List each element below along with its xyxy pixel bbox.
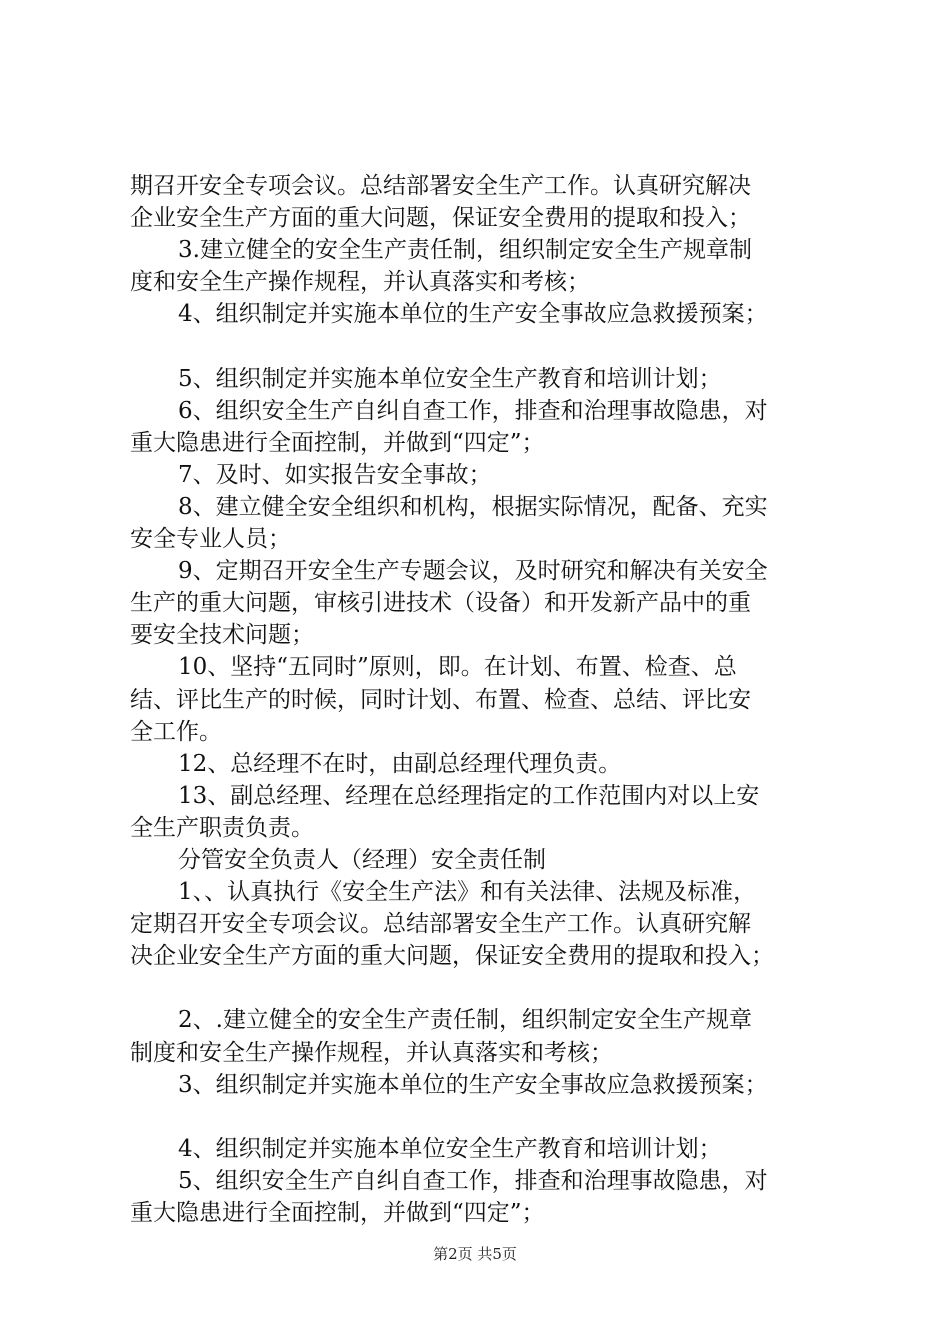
text-line: 重大隐患进行全面控制，并做到“四定”； <box>130 1200 545 1226</box>
section-heading: 分管安全负责人（经理）安全责任制 <box>178 846 546 873</box>
paragraph-gap <box>130 1101 840 1133</box>
text-line: 9、定期召开安全生产专题会议，及时研究和解决有关安全 <box>178 558 768 585</box>
text-line: 企业安全生产方面的重大问题，保证安全费用的提取和投入； <box>130 205 751 232</box>
text-line: 生产的重大问题，审核引进技术（设备）和开发新产品中的重 <box>130 590 751 617</box>
text-line: 3、组织制定并实施本单位的生产安全事故应急救援预案； <box>178 1071 768 1098</box>
page-number-footer: 第2页 共5页 <box>433 1245 517 1263</box>
document-body <box>130 170 840 1229</box>
text-line: 5、组织安全生产自纠自查工作，排查和治理事故隐患，对 <box>178 1167 768 1194</box>
text-line: 3.建立健全的安全生产责任制，组织制定安全生产规章制 <box>178 237 752 264</box>
text-line: 定期召开安全专项会议。总结部署安全生产工作。认真研究解 <box>130 911 751 938</box>
text-line: 制度和安全生产操作规程，并认真落实和考核； <box>130 1039 613 1066</box>
text-line: 4、组织制定并实施本单位的生产安全事故应急救援预案； <box>178 301 768 328</box>
text-line: 5、组织制定并实施本单位安全生产教育和培训计划； <box>178 365 722 392</box>
text-line: 13、副总经理、经理在总经理指定的工作范围内对以上安 <box>178 782 760 809</box>
text-line: 7、及时、如实报告安全事故； <box>178 461 492 488</box>
text-line: 6、组织安全生产自纠自查工作，排查和治理事故隐患，对 <box>178 397 768 424</box>
text-line: 2、.建立健全的安全生产责任制，组织制定安全生产规章 <box>178 1007 752 1034</box>
text-line: 决企业安全生产方面的重大问题，保证安全费用的提取和投入； <box>130 943 774 970</box>
text-line: 度和安全生产操作规程，并认真落实和考核； <box>130 269 590 296</box>
text-line: 10、坚持“五同时”原则，即。在计划、布置、检查、总 <box>178 654 737 681</box>
paragraph-gap <box>130 972 840 1004</box>
text-line: 全工作。 <box>130 718 222 745</box>
paragraph-gap <box>130 330 840 362</box>
text-line: 12、总经理不在时，由副总经理代理负责。 <box>178 750 622 777</box>
text-line: 期召开安全专项会议。总结部署安全生产工作。认真研究解决 <box>130 173 751 199</box>
text-line: 1、、认真执行《安全生产法》和有关法律、法规及标准， <box>178 879 757 906</box>
text-line: 4、组织制定并实施本单位安全生产教育和培训计划； <box>178 1135 722 1162</box>
text-line: 重大隐患进行全面控制，并做到“四定”； <box>130 429 545 456</box>
text-line: 结、评比生产的时候，同时计划、布置、检查、总结、评比安 <box>130 686 751 713</box>
text-line: 全生产职责负责。 <box>130 814 314 841</box>
text-line: 要安全技术问题； <box>130 622 314 649</box>
text-line: 安全专业人员； <box>130 526 291 553</box>
text-line: 8、建立健全安全组织和机构，根据实际情况，配备、充实 <box>178 493 768 520</box>
